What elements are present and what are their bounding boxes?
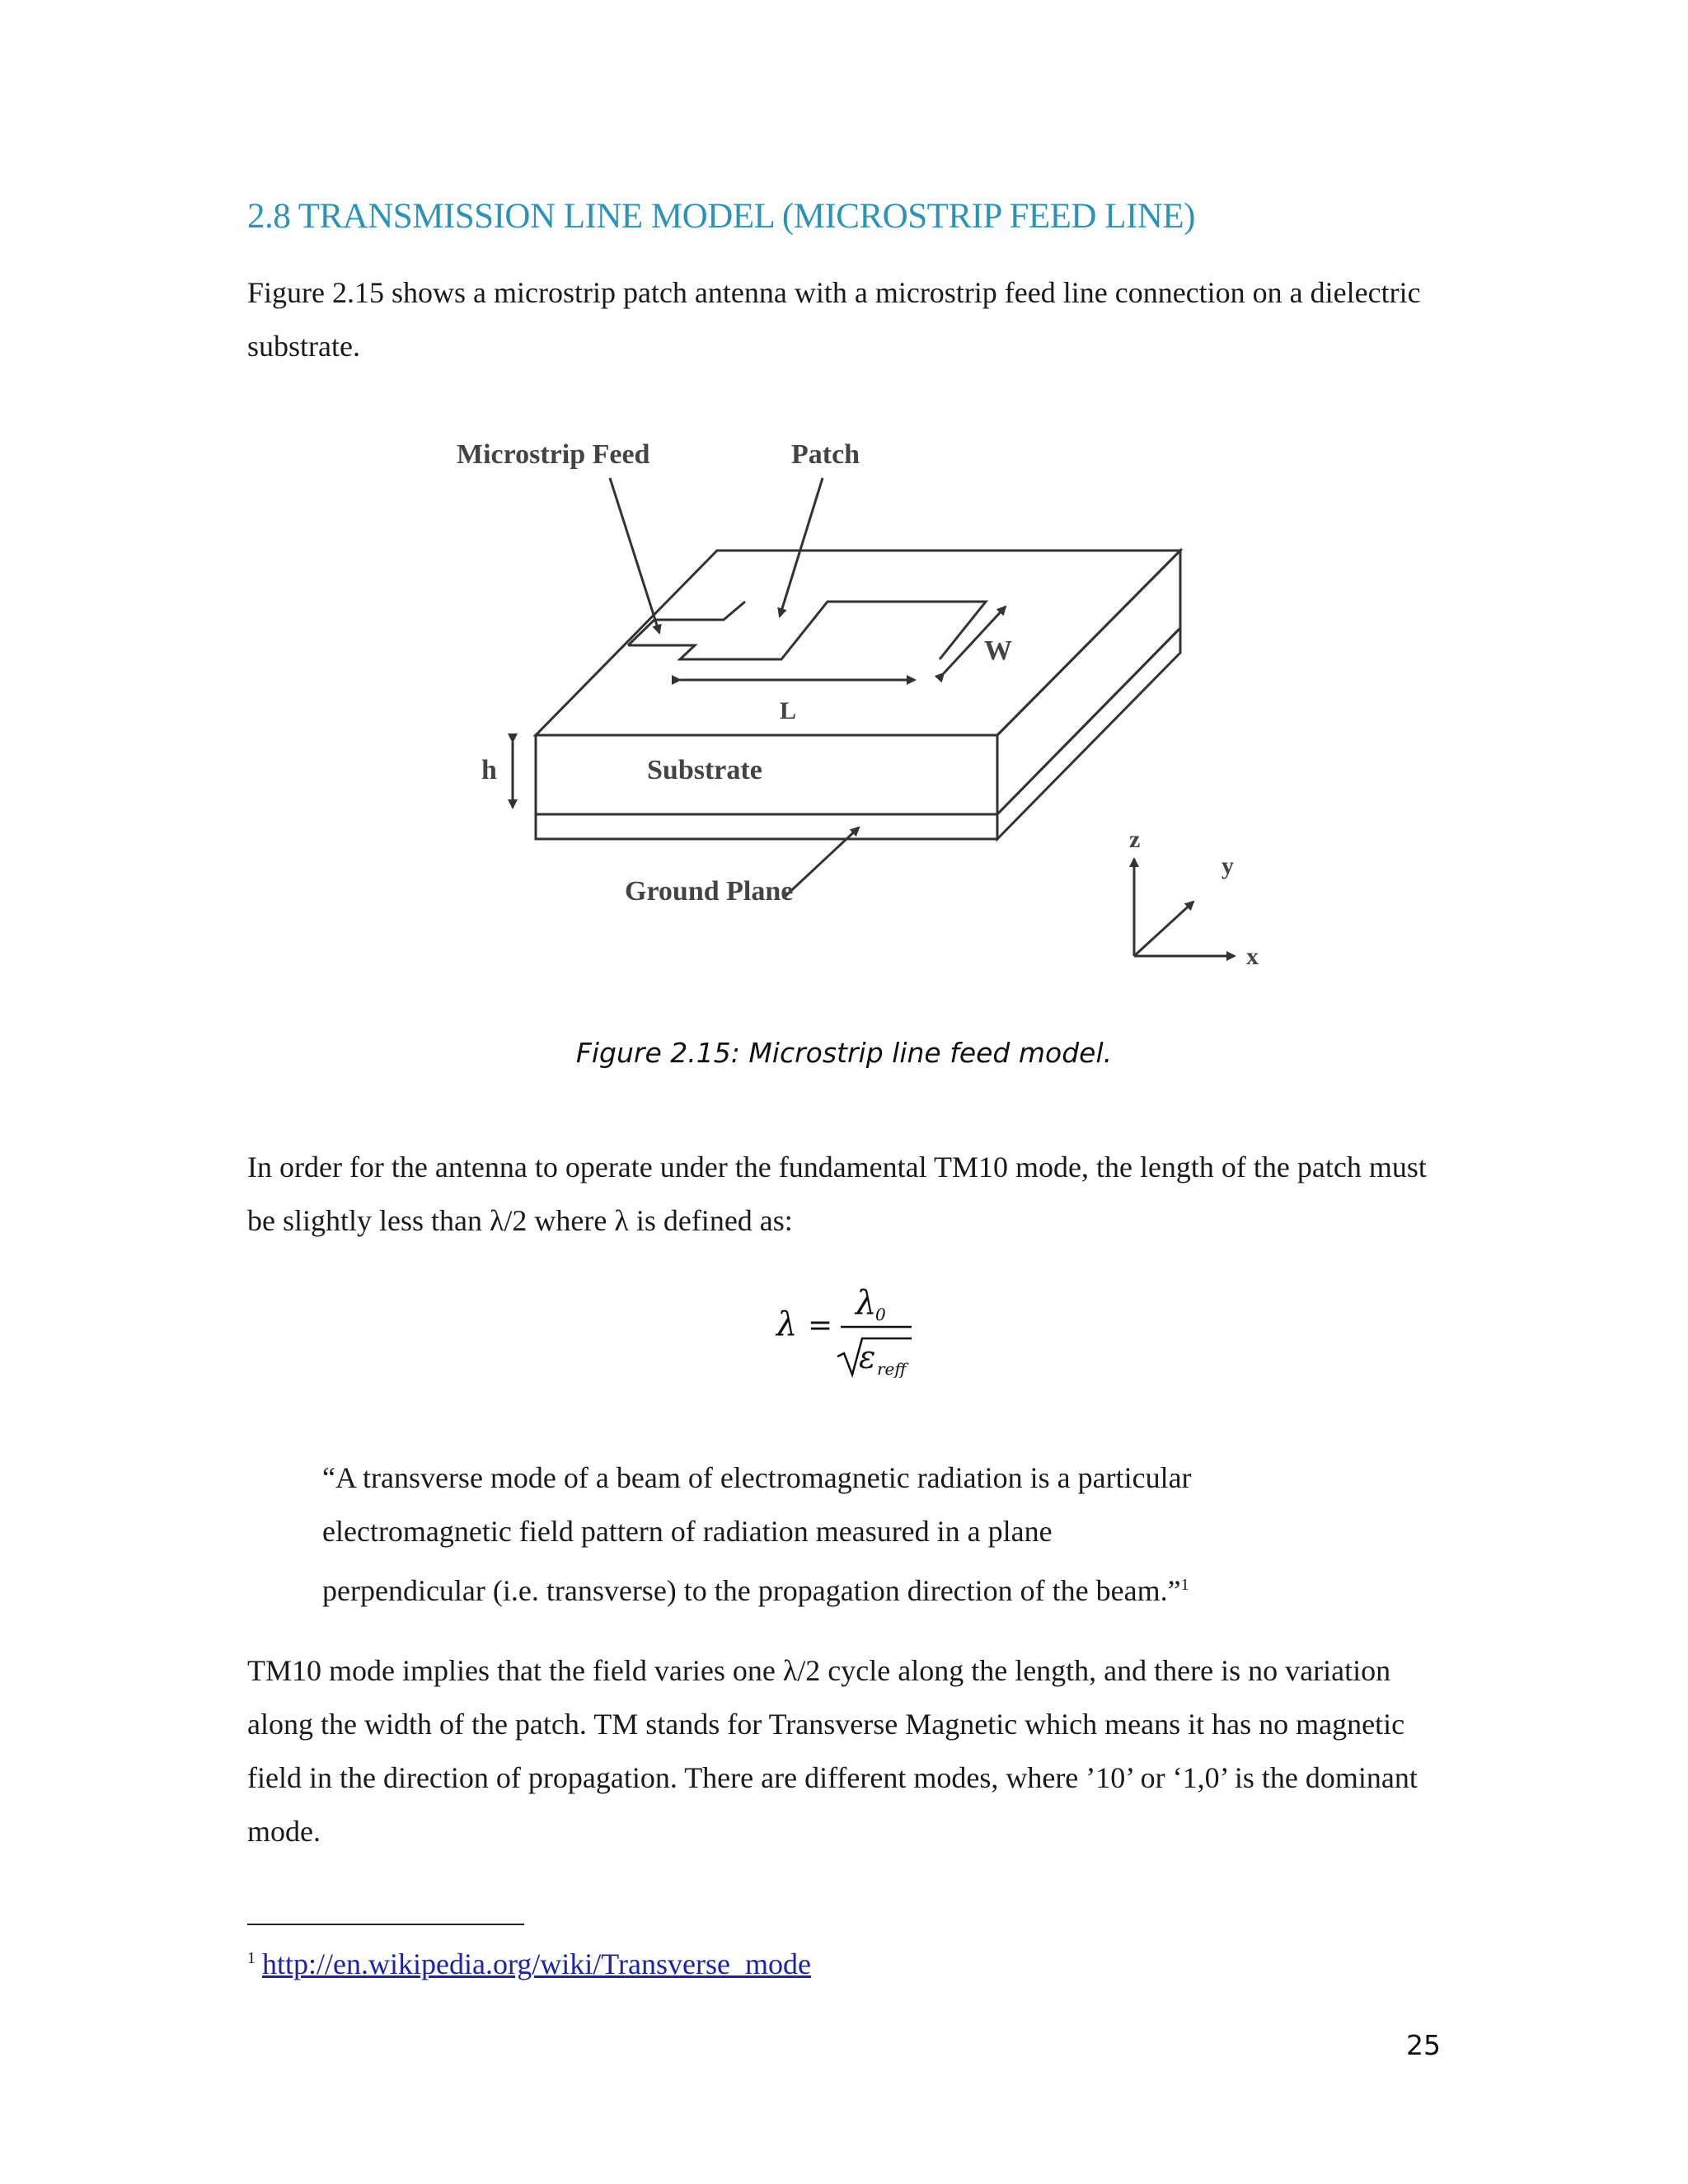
equation-graphic	[767, 1277, 931, 1385]
microstrip-figure	[437, 429, 1311, 989]
page-number: 25	[1406, 2029, 1441, 2061]
axis-y-label: y	[1221, 852, 1234, 879]
substrate-label: Substrate	[647, 755, 762, 785]
quote-line-last	[322, 1558, 1394, 1618]
patch-pointer	[780, 478, 823, 616]
footnote-mark: 1	[247, 1949, 256, 1967]
footnote-divider	[247, 1924, 524, 1925]
width-label: W	[984, 635, 1012, 666]
substrate-front-face	[536, 735, 997, 814]
axis-z-label: z	[1129, 826, 1141, 853]
ground-plane-label: Ground Plane	[625, 876, 794, 907]
tm10-paragraph: TM10 mode implies that the field varies one λ/2 cycle along the length, and there is no variation along the width of the patch. TM stands for Transverse Magnetic which means it has no magnetic field in the direction of propagation. There are different modes, where ’10’ or ‘1,0’ is the dominant mode.	[247, 1654, 1418, 1848]
patch-label: Patch	[791, 439, 860, 470]
ground-plane-front	[536, 814, 997, 839]
section-heading: 2.8 TRANSMISSION LINE MODEL (MICROSTRIP FEED LINE)	[247, 197, 1195, 236]
patch-outline	[628, 602, 986, 659]
quote-line-text: perpendicular (i.e. transverse) to the propagation direction of the beam.”	[322, 1574, 1181, 1607]
equation-denominator: ε	[859, 1339, 876, 1376]
ground-plane-side	[997, 628, 1180, 839]
axis-y-line	[1134, 902, 1193, 956]
height-label: h	[481, 755, 497, 785]
block-quote	[322, 1451, 1394, 1618]
microstrip-diagram	[437, 429, 1311, 989]
footnote	[247, 1947, 811, 1981]
footnote-reference[interactable]: 1	[1180, 1576, 1189, 1594]
footnote-link[interactable]: http://en.wikipedia.org/wiki/Transverse_mode	[262, 1947, 811, 1980]
figure-caption: Figure 2.15: Microstrip line feed model.	[575, 1037, 1113, 1069]
quote-line: “A transverse mode of a beam of electromagnetic radiation is a particular	[322, 1461, 1192, 1494]
microstrip-feed-label: Microstrip Feed	[457, 439, 650, 470]
intro-paragraph: Figure 2.15 shows a microstrip patch antenna with a microstrip feed line connection on a dielectric substrate.	[247, 276, 1421, 363]
quote-line: electromagnetic field pattern of radiation measured in a plane	[322, 1515, 1053, 1548]
equation-denominator-subscript: reff	[877, 1359, 907, 1379]
equation-equals: =	[808, 1309, 833, 1343]
feed-pointer	[610, 478, 659, 633]
length-label: L	[780, 697, 797, 724]
wavelength-equation	[767, 1277, 931, 1385]
substrate-top-face	[536, 551, 1180, 735]
equation-numerator: λ	[856, 1284, 877, 1322]
axis-x-label: x	[1246, 943, 1259, 970]
mode-paragraph: In order for the antenna to operate under the fundamental TM10 mode, the length of the patch must be slightly less than λ/2 where λ is defined as:	[247, 1151, 1427, 1237]
equation-lhs: λ	[776, 1305, 798, 1343]
equation-numerator-subscript: 0	[875, 1305, 886, 1324]
